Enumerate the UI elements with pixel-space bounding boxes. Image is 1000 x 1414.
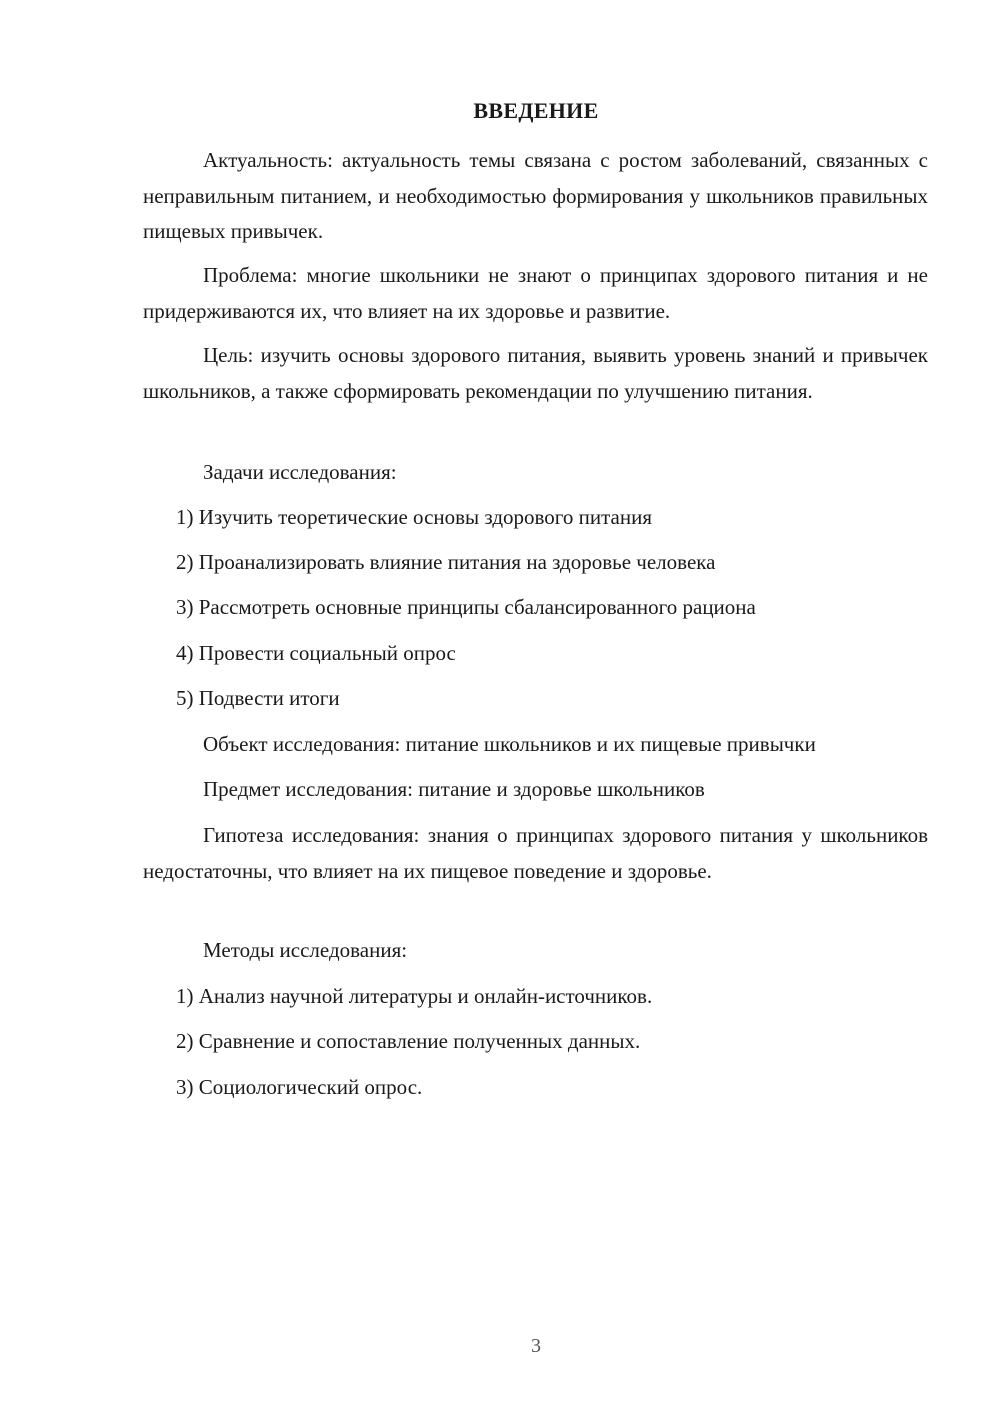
method-item: 3) Социологический опрос. — [176, 1075, 423, 1099]
task-item: 4) Провести социальный опрос — [176, 641, 456, 665]
task-item: 3) Рассмотреть основные принципы сбалансированного рациона — [176, 595, 756, 619]
tasks-heading: Задачи исследования: — [203, 460, 397, 484]
page-title: ВВЕДЕНИЕ — [473, 98, 599, 123]
hypothesis-paragraph: Гипотеза исследования: знания о принципах здорового питания у школьников недостаточны, что влияет на их пищевое поведение и здоровье. — [143, 823, 928, 883]
method-item: 1) Анализ научной литературы и онлайн-источников. — [176, 984, 653, 1008]
method-item: 2) Сравнение и сопоставление полученных данных. — [176, 1029, 641, 1053]
task-item: 1) Изучить теоретические основы здорового питания — [176, 505, 652, 529]
goal-paragraph: Цель: изучить основы здорового питания, выявить уровень знаний и привычек школьников, а также сформировать рекомендации по улучшению питания. — [143, 343, 928, 403]
research-object: Объект исследования: питание школьников и их пищевые привычки — [203, 732, 816, 756]
relevance-paragraph: Актуальность: актуальность темы связана с ростом заболеваний, связанных с неправильным питанием, и необходимостью формирования у школьников правильных пищевых привычек. — [143, 148, 928, 243]
task-item: 5) Подвести итоги — [176, 686, 340, 710]
task-item: 2) Проанализировать влияние питания на здоровье человека — [176, 550, 716, 574]
methods-heading: Методы исследования: — [203, 938, 408, 962]
problem-paragraph: Проблема: многие школьники не знают о принципах здорового питания и не придерживаются их, что влияет на их здоровье и развитие. — [143, 263, 928, 323]
page-number: 3 — [531, 1335, 541, 1357]
research-subject: Предмет исследования: питание и здоровье школьников — [203, 777, 705, 801]
